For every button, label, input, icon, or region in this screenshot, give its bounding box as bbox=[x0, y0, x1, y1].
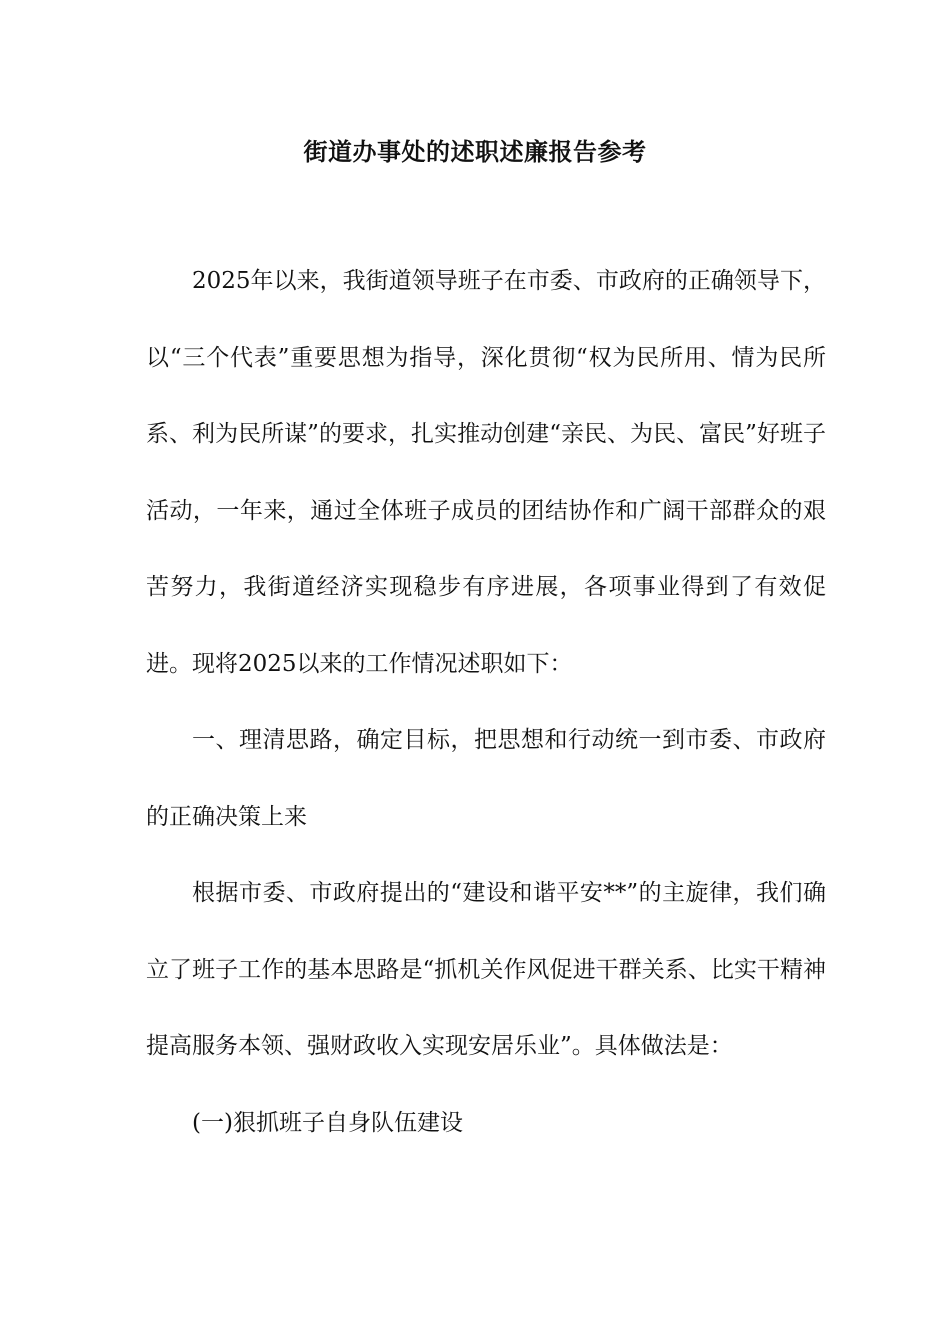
paragraph-approach: 根据市委、市政府提出的“建设和谐平安**”的主旋律，我们确立了班子工作的基本思路是“抓机关作风促进干群关系、比实干精神提高服务本领、强财政收入实现安居乐业”。具体做法是： bbox=[146, 880, 826, 1059]
section-heading-1: 一、理清思路，确定目标，把思想和行动统一到市委、市政府的正确决策上来 bbox=[146, 727, 826, 830]
document-title: 街道办事处的述职述廉报告参考 bbox=[303, 137, 647, 166]
paragraph-intro: 2025年以来，我街道领导班子在市委、市政府的正确领导下，以“三个代表”重要思想为指导，深化贯彻“权为民所用、情为民所系、利为民所谋”的要求，扎实推动创建“亲民、为民、富民”好班子活动，一年来，通过全体班子成员的团结协作和广阔干部群众的艰苦努力，我街道经济实现稳步有序进展，各项事业得到了有效促进。现将2025以来的工作情况述职如下： bbox=[146, 268, 826, 677]
document-body bbox=[146, 243, 826, 1161]
subsection-heading-1: (一)狠抓班子自身队伍建设 bbox=[192, 1109, 463, 1136]
